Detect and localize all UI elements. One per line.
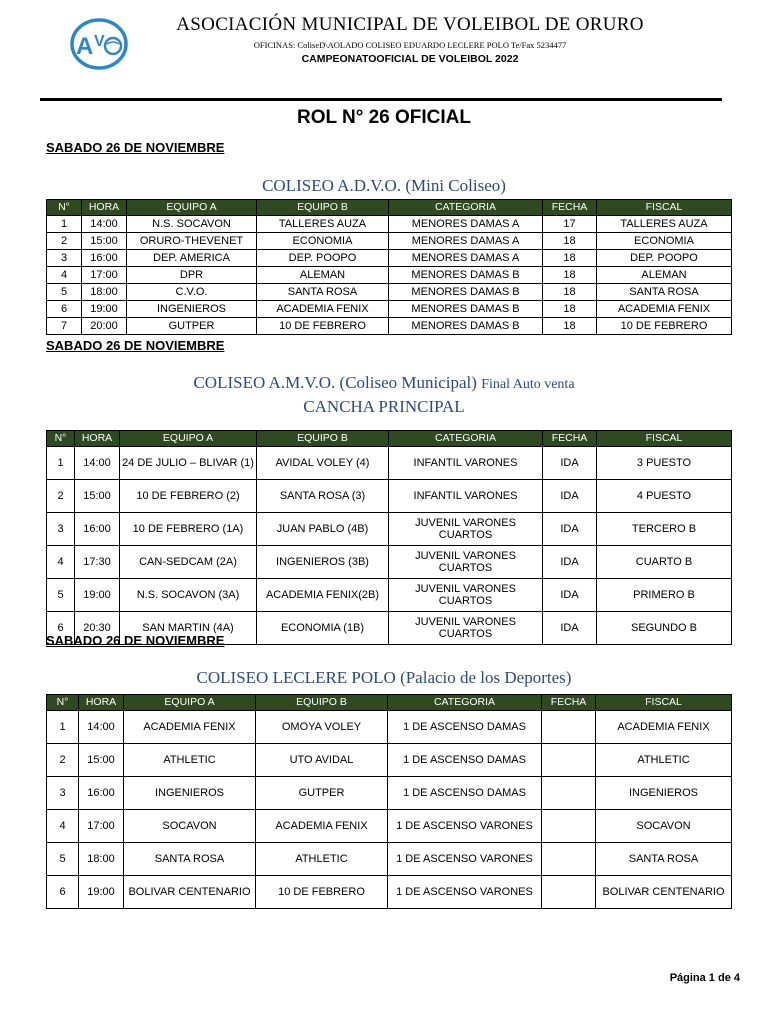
association-title: ASOCIACIÓN MUNICIPAL DE VOLEIBOL DE ORURO	[176, 14, 644, 35]
row-number-cell: 2	[47, 480, 75, 513]
section2-venue	[0, 373, 768, 393]
section1-schedule-table	[46, 199, 732, 335]
category-cell: MENORES DAMAS B	[389, 284, 543, 301]
referee-cell: INGENIEROS	[596, 777, 732, 810]
team-b-cell: ACADEMIA FENIX	[256, 810, 388, 843]
referee-cell: SOCAVON	[596, 810, 732, 843]
category-cell: JUVENIL VARONES CUARTOS	[389, 546, 543, 579]
date-cell	[542, 777, 596, 810]
category-cell: 1 DE ASCENSO DAMAS	[388, 777, 542, 810]
category-cell: 1 DE ASCENSO DAMAS	[388, 744, 542, 777]
category-cell: MENORES DAMAS B	[389, 318, 543, 335]
table-row	[47, 447, 732, 480]
category-cell: MENORES DAMAS B	[389, 267, 543, 284]
time-cell: 18:00	[82, 284, 127, 301]
row-number-cell: 2	[47, 744, 79, 777]
team-a-cell: 10 DE FEBRERO (1A)	[120, 513, 257, 546]
column-header: EQUIPO B	[256, 695, 388, 711]
column-header: EQUIPO A	[124, 695, 256, 711]
team-a-cell: C.V.O.	[127, 284, 257, 301]
row-number-cell: 6	[47, 612, 75, 645]
logo-letter-a: A	[76, 33, 94, 60]
table-row	[47, 777, 732, 810]
referee-cell: ATHLETIC	[596, 744, 732, 777]
date-cell: 18	[543, 301, 597, 318]
date-cell: IDA	[543, 513, 597, 546]
category-cell: 1 DE ASCENSO VARONES	[388, 810, 542, 843]
referee-cell: TERCERO B	[597, 513, 732, 546]
table-row	[47, 267, 732, 284]
row-number-cell: 4	[47, 810, 79, 843]
column-header: N°	[47, 200, 82, 216]
row-number-cell: 2	[47, 233, 82, 250]
team-b-cell: ECONOMIA (1B)	[257, 612, 389, 645]
team-b-cell: OMOYA VOLEY	[256, 711, 388, 744]
date-cell: IDA	[543, 579, 597, 612]
column-header: EQUIPO A	[120, 431, 257, 447]
section3-venue: COLISEO LECLERE POLO (Palacio de los Deportes)	[196, 668, 572, 687]
category-cell: JUVENIL VARONES CUARTOS	[389, 513, 543, 546]
column-header: FISCAL	[596, 695, 732, 711]
table-row	[47, 250, 732, 267]
team-a-cell: SANTA ROSA	[124, 843, 256, 876]
column-header: FECHA	[542, 695, 596, 711]
category-cell: JUVENIL VARONES CUARTOS	[389, 612, 543, 645]
team-a-cell: DPR	[127, 267, 257, 284]
team-b-cell: ACADEMIA FENIX	[257, 301, 389, 318]
table-row	[47, 284, 732, 301]
row-number-cell: 1	[47, 711, 79, 744]
section2-day: SABADO 26 DE NOVIEMBRE	[46, 338, 225, 353]
table-row	[47, 744, 732, 777]
team-b-cell: ACADEMIA FENIX(2B)	[257, 579, 389, 612]
date-cell: IDA	[543, 447, 597, 480]
team-b-cell: INGENIEROS (3B)	[257, 546, 389, 579]
date-cell: IDA	[543, 612, 597, 645]
section1-venue: COLISEO A.D.V.O. (Mini Coliseo)	[262, 176, 506, 195]
column-header: HORA	[79, 695, 124, 711]
referee-cell: 3 PUESTO	[597, 447, 732, 480]
rol-title: ROL N° 26 OFICIAL	[296, 107, 472, 128]
row-number-cell: 3	[47, 513, 75, 546]
column-header: EQUIPO B	[257, 200, 389, 216]
section3-day: SABADO 26 DE NOVIEMBRE	[46, 633, 225, 648]
category-cell: MENORES DAMAS B	[389, 301, 543, 318]
office-address: OFICINAS: ColiseD\AOLADO COLISEO EDUARDO LECLERE POLO Te/Fax 5234477	[253, 40, 567, 50]
table-row	[47, 318, 732, 335]
column-header: FISCAL	[597, 431, 732, 447]
time-cell: 18:00	[79, 843, 124, 876]
team-b-cell: DEP. POOPO	[257, 250, 389, 267]
referee-cell: ECONOMIA	[597, 233, 732, 250]
team-b-cell: UTO AVIDAL	[256, 744, 388, 777]
date-cell	[542, 810, 596, 843]
team-b-cell: ECONOMIA	[257, 233, 389, 250]
section1-day: SABADO 26 DE NOVIEMBRE	[46, 140, 225, 155]
team-a-cell: ATHLETIC	[124, 744, 256, 777]
date-cell: 17	[543, 216, 597, 233]
row-number-cell: 5	[47, 284, 82, 301]
table-row	[47, 810, 732, 843]
referee-cell: 10 DE FEBRERO	[597, 318, 732, 335]
team-a-cell: CAN-SEDCAM (2A)	[120, 546, 257, 579]
row-number-cell: 4	[47, 267, 82, 284]
date-cell: 18	[543, 233, 597, 250]
team-b-cell: 10 DE FEBRERO	[256, 876, 388, 909]
team-b-cell: SANTA ROSA	[257, 284, 389, 301]
team-a-cell: DEP. AMERICA	[127, 250, 257, 267]
team-a-cell: BOLIVAR CENTENARIO	[124, 876, 256, 909]
column-header: FECHA	[543, 200, 597, 216]
table-row	[47, 216, 732, 233]
referee-cell: ALEMAN	[597, 267, 732, 284]
row-number-cell: 7	[47, 318, 82, 335]
team-a-cell: INGENIEROS	[124, 777, 256, 810]
time-cell: 17:00	[82, 267, 127, 284]
column-header: HORA	[75, 431, 120, 447]
row-number-cell: 1	[47, 216, 82, 233]
team-a-cell: 10 DE FEBRERO (2)	[120, 480, 257, 513]
date-cell: 18	[543, 318, 597, 335]
category-cell: MENORES DAMAS A	[389, 233, 543, 250]
category-cell: MENORES DAMAS A	[389, 216, 543, 233]
team-a-cell: GUTPER	[127, 318, 257, 335]
section2-venue-note: Final Auto venta	[481, 377, 575, 392]
time-cell: 16:00	[75, 513, 120, 546]
column-header: N°	[47, 431, 75, 447]
referee-cell: DEP. POOPO	[597, 250, 732, 267]
category-cell: INFANTIL VARONES	[389, 480, 543, 513]
section2-venue-name: COLISEO A.M.V.O. (Coliseo Municipal)	[193, 373, 477, 392]
section2-schedule-table	[46, 430, 732, 645]
volleyball-icon	[105, 38, 121, 54]
date-cell: 18	[543, 284, 597, 301]
date-cell: IDA	[543, 546, 597, 579]
referee-cell: TALLERES AUZA	[597, 216, 732, 233]
row-number-cell: 6	[47, 876, 79, 909]
team-b-cell: TALLERES AUZA	[257, 216, 389, 233]
section2-venue-sub: CANCHA PRINCIPAL	[303, 397, 465, 416]
team-a-cell: ORURO-THEVENET	[127, 233, 257, 250]
row-number-cell: 5	[47, 579, 75, 612]
time-cell: 19:00	[82, 301, 127, 318]
column-header: FISCAL	[597, 200, 732, 216]
time-cell: 14:00	[79, 711, 124, 744]
time-cell: 15:00	[82, 233, 127, 250]
team-b-cell: JUAN PABLO (4B)	[257, 513, 389, 546]
column-header: EQUIPO A	[127, 200, 257, 216]
date-cell	[542, 843, 596, 876]
date-cell: 18	[543, 267, 597, 284]
team-a-cell: ACADEMIA FENIX	[124, 711, 256, 744]
date-cell: IDA	[543, 480, 597, 513]
time-cell: 20:30	[75, 612, 120, 645]
referee-cell: 4 PUESTO	[597, 480, 732, 513]
team-b-cell: 10 DE FEBRERO	[257, 318, 389, 335]
referee-cell: SANTA ROSA	[597, 284, 732, 301]
category-cell: 1 DE ASCENSO VARONES	[388, 876, 542, 909]
row-number-cell: 1	[47, 447, 75, 480]
team-b-cell: GUTPER	[256, 777, 388, 810]
referee-cell: ACADEMIA FENIX	[596, 711, 732, 744]
referee-cell: SANTA ROSA	[596, 843, 732, 876]
team-a-cell: INGENIEROS	[127, 301, 257, 318]
team-a-cell: N.S. SOCAVON (3A)	[120, 579, 257, 612]
table-row	[47, 876, 732, 909]
column-header: FECHA	[543, 431, 597, 447]
row-number-cell: 6	[47, 301, 82, 318]
category-cell: INFANTIL VARONES	[389, 447, 543, 480]
date-cell	[542, 711, 596, 744]
time-cell: 20:00	[82, 318, 127, 335]
column-header: EQUIPO B	[257, 431, 389, 447]
column-header: HORA	[82, 200, 127, 216]
team-b-cell: SANTA ROSA (3)	[257, 480, 389, 513]
page-number: Página 1 de 4	[669, 972, 740, 984]
referee-cell: BOLIVAR CENTENARIO	[596, 876, 732, 909]
header-divider	[40, 98, 722, 101]
row-number-cell: 4	[47, 546, 75, 579]
table-row	[47, 480, 732, 513]
team-a-cell: SOCAVON	[124, 810, 256, 843]
table-row	[47, 843, 732, 876]
team-b-cell: ATHLETIC	[256, 843, 388, 876]
time-cell: 16:00	[79, 777, 124, 810]
row-number-cell: 3	[47, 250, 82, 267]
table-row	[47, 711, 732, 744]
date-cell: 18	[543, 250, 597, 267]
category-cell: JUVENIL VARONES CUARTOS	[389, 579, 543, 612]
referee-cell: PRIMERO B	[597, 579, 732, 612]
column-header: CATEGORIA	[389, 200, 543, 216]
row-number-cell: 3	[47, 777, 79, 810]
team-b-cell: ALEMAN	[257, 267, 389, 284]
category-cell: 1 DE ASCENSO DAMAS	[388, 711, 542, 744]
column-header: CATEGORIA	[389, 431, 543, 447]
time-cell: 14:00	[82, 216, 127, 233]
time-cell: 15:00	[79, 744, 124, 777]
table-row	[47, 579, 732, 612]
row-number-cell: 5	[47, 843, 79, 876]
time-cell: 19:00	[79, 876, 124, 909]
logo-letter-v: V	[94, 33, 105, 50]
team-a-cell: 24 DE JULIO – BLIVAR (1)	[120, 447, 257, 480]
time-cell: 16:00	[82, 250, 127, 267]
time-cell: 14:00	[75, 447, 120, 480]
time-cell: 17:00	[79, 810, 124, 843]
team-a-cell: N.S. SOCAVON	[127, 216, 257, 233]
category-cell: MENORES DAMAS A	[389, 250, 543, 267]
date-cell	[542, 744, 596, 777]
table-row	[47, 546, 732, 579]
time-cell: 17:30	[75, 546, 120, 579]
referee-cell: ACADEMIA FENIX	[597, 301, 732, 318]
referee-cell: SEGUNDO B	[597, 612, 732, 645]
championship-title: CAMPEONATOOFICIAL DE VOLEIBOL 2022	[301, 53, 519, 65]
table-row	[47, 513, 732, 546]
column-header: CATEGORIA	[388, 695, 542, 711]
time-cell: 19:00	[75, 579, 120, 612]
section3-schedule-table	[46, 694, 732, 909]
team-b-cell: AVIDAL VOLEY (4)	[257, 447, 389, 480]
team-a-cell: SAN MARTIN (4A)	[120, 612, 257, 645]
referee-cell: CUARTO B	[597, 546, 732, 579]
column-header: N°	[47, 695, 79, 711]
time-cell: 15:00	[75, 480, 120, 513]
date-cell	[542, 876, 596, 909]
table-row	[47, 233, 732, 250]
category-cell: 1 DE ASCENSO VARONES	[388, 843, 542, 876]
table-row	[47, 301, 732, 318]
association-logo	[66, 14, 132, 72]
